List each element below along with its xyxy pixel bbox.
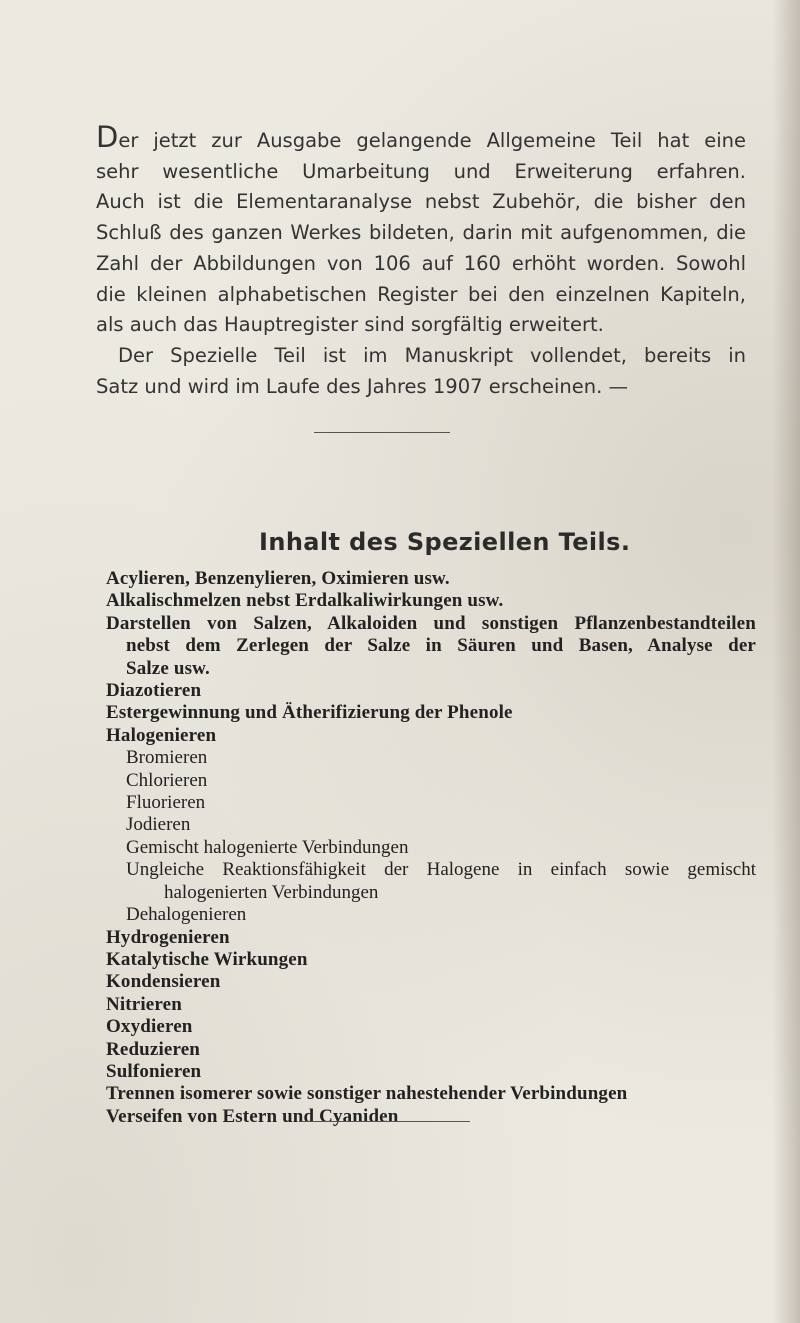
contents-entry: Diazotieren [106,680,202,702]
intro-line: Auch ist die Elementaranalyse nebst Zubehör, die bisher den [96,190,746,214]
contents-entry: Halogenieren [106,724,217,746]
intro-line: als auch das Hauptregister sind sorgfältig erweitert. [96,313,604,337]
contents-subentry: Fluorieren [126,792,206,814]
contents-entry: Verseifen von Estern und Cyaniden [106,1105,399,1127]
contents-entry-continuation: Salze usw. [126,657,210,679]
contents-entry: Acylieren, Benzenylieren, Oximieren usw. [106,568,450,589]
intro-line: Der Spezielle Teil ist im Manuskript vollendet, bereits in [118,343,746,367]
drop-cap: D [96,120,119,154]
contents-entry: Estergewinnung und Ätherifizierung der Phenole [106,702,513,724]
section-divider [300,1121,470,1122]
contents-entry: Alkalischmelzen nebst Erdalkaliwirkungen usw. [106,590,504,612]
intro-line: Zahl der Abbildungen von 106 auf 160 erhöht worden. Sowohl [96,251,746,275]
intro-line: die kleinen alphabetischen Register bei den einzelnen Kapiteln, [96,282,746,306]
contents-entry: Sulfonieren [106,1060,202,1082]
intro-line: Der jetzt zur Ausgabe gelangende Allgemeine Teil hat eine [96,120,746,154]
intro-line: Schluß des ganzen Werkes bildeten, darin mit aufgenommen, die [96,221,746,245]
contents-subentry: Chlorieren [126,769,208,791]
contents-entry: Hydrogenieren [106,926,230,948]
contents-subentry: Ungleiche Reaktionsfähigkeit der Halogene in einfach sowie gemischt [126,859,756,881]
contents-subentry-continuation: halogenierten Verbindungen [164,881,379,903]
contents-entry: Kondensieren [106,971,221,993]
contents-entry: Trennen isomerer sowie sonstiger nahestehender Verbindungen [106,1083,628,1105]
contents-entry: Oxydieren [106,1016,193,1038]
contents-title: Inhalt des Speziellen Teils. [259,528,631,556]
contents-entry-continuation: nebst dem Zerlegen der Salze in Säuren und Basen, Analyse der [126,635,756,657]
contents-subentry: Jodieren [126,814,191,836]
contents-subentry: Dehalogenieren [126,904,247,926]
intro-text [96,120,746,402]
contents-entry: Katalytische Wirkungen [106,948,308,970]
intro-line: Satz und wird im Laufe des Jahres 1907 erscheinen. — [96,374,629,398]
table-of-contents [106,522,756,1128]
contents-entry: Reduzieren [106,1038,201,1060]
contents-list [106,568,756,1128]
contents-entry: Darstellen von Salzen, Alkaloiden und sonstigen Pflanzenbestandteilen [106,612,756,634]
contents-entry: Nitrieren [106,993,182,1015]
section-divider [314,432,450,433]
page-edge-shadow [772,0,800,1323]
contents-subentry: Gemischt halogenierte Verbindungen [126,836,409,858]
contents-subentry: Bromieren [126,747,208,769]
intro-line: sehr wesentliche Umarbeitung und Erweiterung erfahren. [96,159,746,183]
